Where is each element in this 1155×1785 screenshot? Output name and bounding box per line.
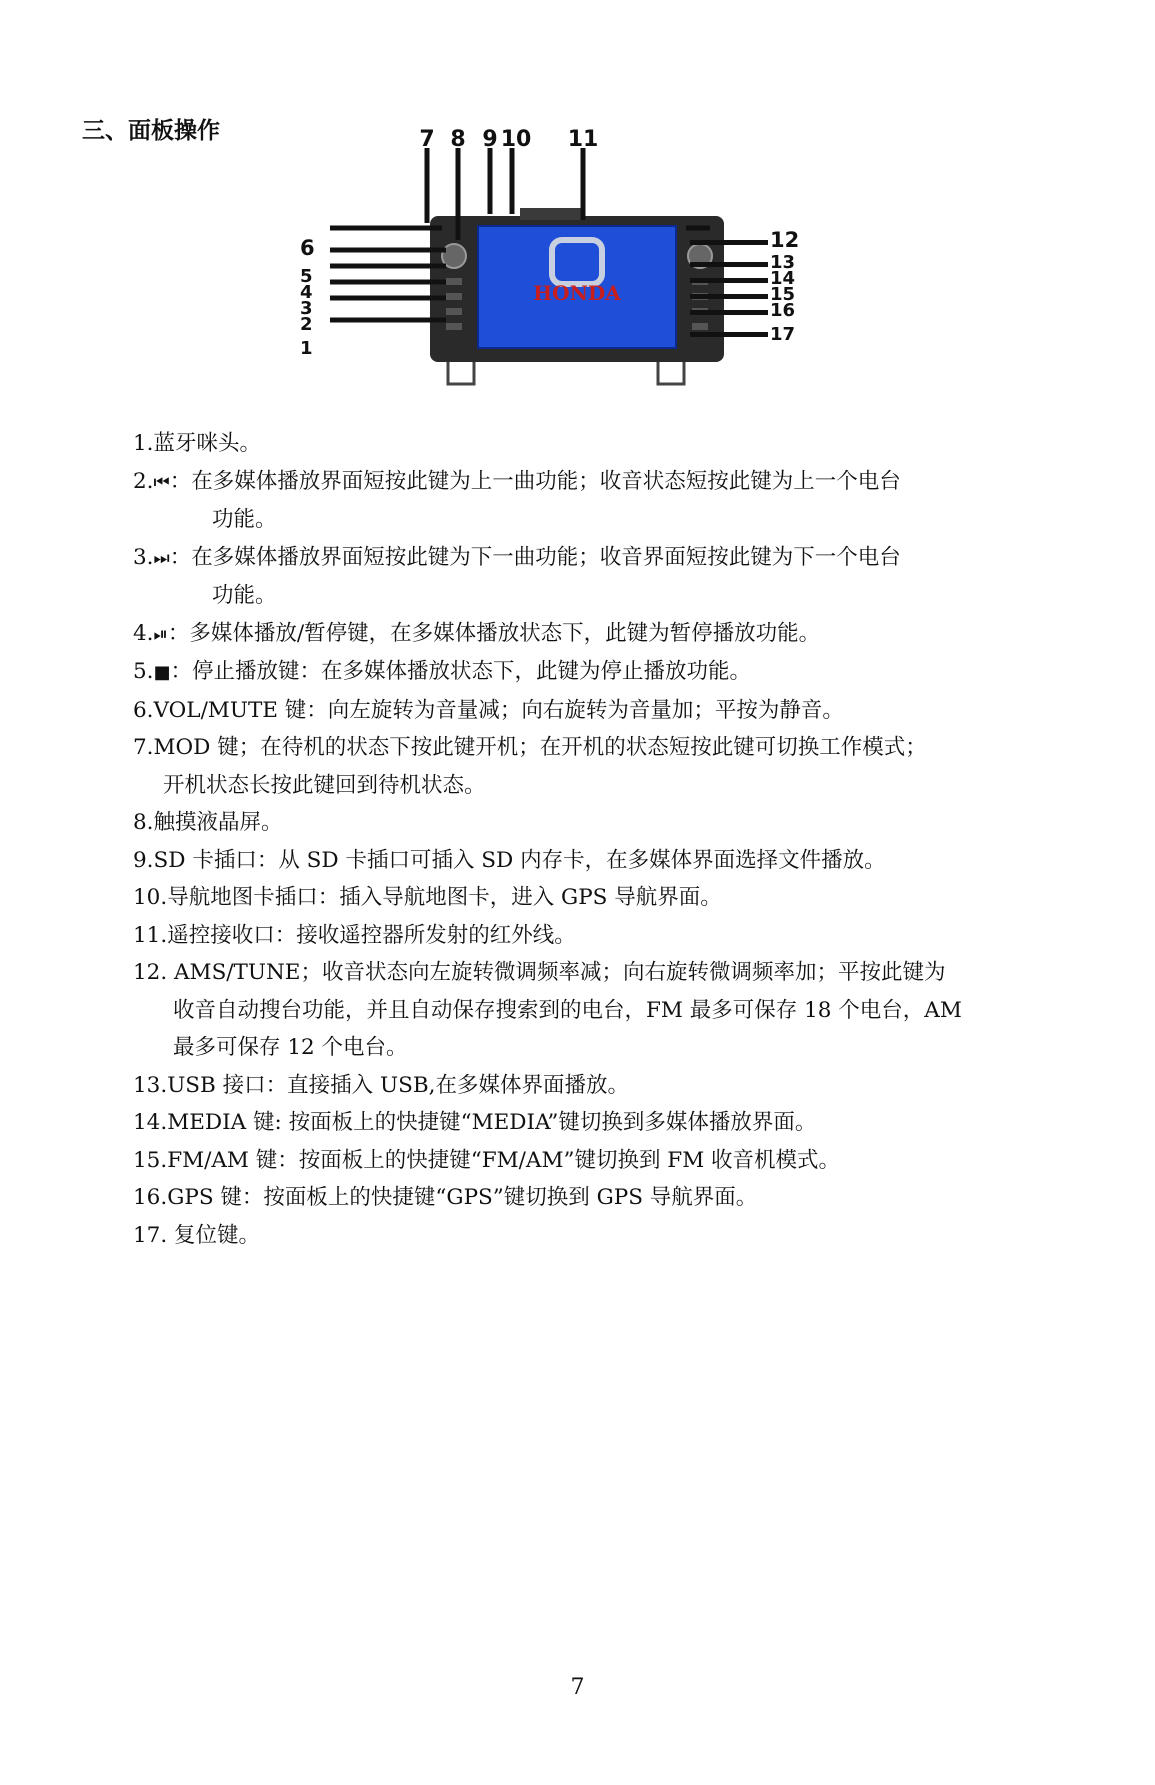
list-item: 7.MOD 键；在待机的状态下按此键开机；在开机的状态短按此键可切换工作模式； xyxy=(133,735,927,760)
callout-7: 7 xyxy=(419,128,435,152)
leader-16 xyxy=(690,310,768,315)
brand-text: HONDA xyxy=(533,281,621,305)
function-list xyxy=(133,425,1073,1254)
callout-3: 3 xyxy=(300,298,313,319)
list-item: 12. AMS/TUNE；收音状态向左旋转微调频率减；向右旋转微调频率加；平按此键为 xyxy=(133,960,946,985)
list-item: 5.■：停止播放键：在多媒体播放状态下，此键为停止播放功能。 xyxy=(133,659,752,684)
callout-1: 1 xyxy=(300,338,313,359)
list-item: 最多可保存 12 个电台。 xyxy=(173,1035,408,1060)
leader-13 xyxy=(690,262,768,267)
list-item: 8.触摸液晶屏。 xyxy=(133,810,283,835)
list-item: 15.FM/AM 键：按面板上的快捷键“FM/AM”键切换到 FM 收音机模式。 xyxy=(133,1147,841,1173)
list-item: 13.USB 接口：直接插入 USB,在多媒体界面播放。 xyxy=(133,1072,629,1098)
callout-13: 13 xyxy=(770,252,796,273)
list-item: 收音自动搜台功能，并且自动保存搜索到的电台，FM 最多可保存 18 个电台，AM xyxy=(173,997,962,1023)
play-pause-icon: ⏯ xyxy=(153,623,168,645)
list-item: 功能。 xyxy=(212,583,277,608)
callout-17: 17 xyxy=(770,324,796,345)
callout-10: 10 xyxy=(500,128,532,152)
left-callouts xyxy=(300,238,340,378)
callout-2: 2 xyxy=(300,314,313,335)
list-item: 开机状态长按此键回到待机状态。 xyxy=(163,772,486,798)
list-item: 11.遥控接收口：接收遥控器所发射的红外线。 xyxy=(133,922,576,948)
page-number: 7 xyxy=(570,1675,585,1700)
previous-track-icon: ⏮ xyxy=(153,471,170,493)
list-item: 1.蓝牙咪头。 xyxy=(133,431,262,456)
list-item: 功能。 xyxy=(212,507,277,532)
list-item: 2.⏮：在多媒体播放界面短按此键为上一曲功能；收音状态短按此键为上一个电台 xyxy=(133,468,901,494)
list-item: 14.MEDIA 键: 按面板上的快捷键“MEDIA”键切换到多媒体播放界面。 xyxy=(133,1110,817,1135)
callout-4: 4 xyxy=(300,282,313,303)
list-item: 6.VOL/MUTE 键：向左旋转为音量减；向右旋转为音量加；平按为静音。 xyxy=(133,697,844,723)
list-item: 3.⏭：在多媒体播放界面短按此键为下一曲功能；收音界面短按此键为下一个电台 xyxy=(133,544,901,570)
list-item: 16.GPS 键：按面板上的快捷键“GPS”键切换到 GPS 导航界面。 xyxy=(133,1185,758,1210)
leader-12 xyxy=(690,240,768,245)
callout-5: 5 xyxy=(300,266,313,287)
leader-15 xyxy=(690,294,768,299)
callout-8: 8 xyxy=(450,128,466,152)
list-item: 17. 复位键。 xyxy=(133,1222,261,1248)
callout-6: 6 xyxy=(300,236,315,260)
section-title: 三、面板操作 xyxy=(82,118,220,144)
leader-14 xyxy=(690,278,768,283)
callout-14: 14 xyxy=(770,268,796,289)
stop-icon: ■ xyxy=(153,662,171,683)
list-item: 10.导航地图卡插口：插入导航地图卡，进入 GPS 导航界面。 xyxy=(133,885,722,910)
callout-11: 11 xyxy=(567,128,599,152)
list-item: 4.⏯：多媒体播放/暂停键，在多媒体播放状态下，此键为暂停播放功能。 xyxy=(133,620,821,646)
leader-17 xyxy=(690,332,768,337)
right-leaders xyxy=(690,226,810,366)
callout-9: 9 xyxy=(482,128,498,152)
callout-12: 12 xyxy=(770,228,800,252)
callout-15: 15 xyxy=(770,284,796,305)
list-item: 9.SD 卡插口：从 SD 卡插口可插入 SD 内存卡，在多媒体界面选择文件播放。 xyxy=(133,847,886,873)
next-track-icon: ⏭ xyxy=(153,547,170,569)
callout-16: 16 xyxy=(770,300,796,321)
